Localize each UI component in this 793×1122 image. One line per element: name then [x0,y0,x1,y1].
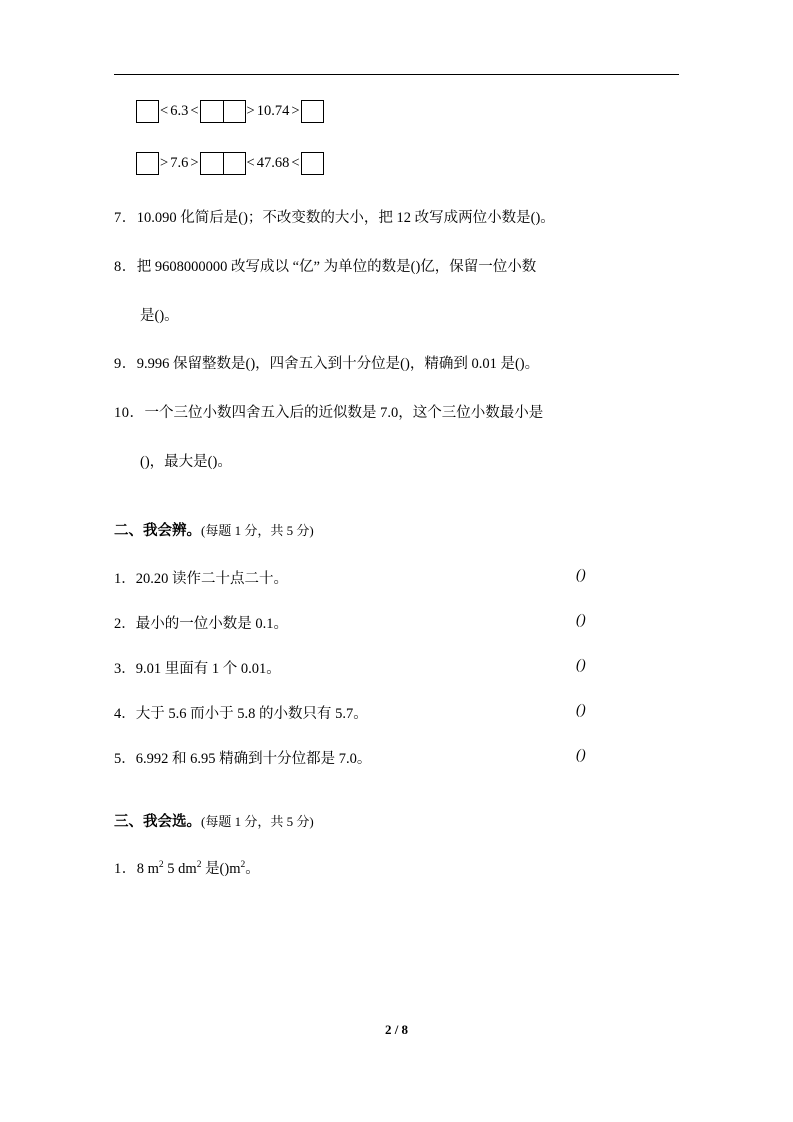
choice-1-sup-2: 2 [196,859,202,870]
question-10-text: 一个三位小数四舍五入后的近似数是 7.0，这个三位小数最小是 [144,405,544,421]
choice-item-1 [114,858,684,881]
tf-1-text: 20.20 读作二十点二十。 [135,570,288,587]
spacer-3 [114,501,684,519]
header-rule [114,74,679,75]
true-false-item-1 [114,567,684,585]
tf-3-answer-blank[interactable]: () [576,656,586,673]
choice-1-pre: 8 m [136,860,159,877]
choice-1-mid: 5 dm [163,860,197,877]
tf-1-number: 1． [114,570,136,587]
choice-1-sup-3: 2 [240,859,246,870]
choice-1-end: 。 [245,860,260,877]
operator-less-than-4: < [291,154,300,171]
spacer-4 [114,792,684,810]
operator-less-than-2: < [190,102,199,119]
operator-less-than: < [160,102,169,119]
spacer-2 [114,182,684,208]
tf-2-answer-blank[interactable]: () [576,611,586,628]
answer-box[interactable] [136,100,159,123]
question-9 [114,354,684,376]
blank-box-row-2 [136,144,684,182]
question-10-continued-text: ()，最大是()。 [140,453,232,470]
question-8-text: 把 9608000000 改写成以 “亿” 为单位的数是()亿，保留一位小数 [136,258,537,275]
operator-greater-than-3: > [160,154,169,171]
section-heading-choice [114,810,684,831]
page-number: 2 / 8 [384,1022,409,1037]
question-10-number: 10． [114,405,145,421]
tf-3-number: 3． [114,660,136,677]
answer-box-3[interactable] [136,152,159,175]
question-8-continued-text: 是()。 [140,307,179,324]
operator-greater-than-4: > [190,154,199,171]
choice-1-sup-1: 2 [158,859,164,870]
true-false-item-5 [114,747,684,765]
true-false-item-4 [114,702,684,720]
tf-5-text: 6.992 和 6.95 精确到十分位都是 7.0。 [135,750,372,767]
question-7-number: 7． [114,210,137,226]
section-two-note: (每题 1 分，共 5 分) [201,522,314,538]
section-three-note: (每题 1 分，共 5 分) [201,813,314,829]
tf-4-text: 大于 5.6 而小于 5.8 的小数只有 5.7。 [135,705,368,722]
question-7-text: 10.090 化简后是()；不改变数的大小，把 12 改写成两位小数是()。 [136,210,555,226]
question-8-number: 8． [114,258,137,275]
question-9-text: 9.996 保留整数是()，四舍五入到十分位是()，精确到 0.01 是()。 [136,356,540,373]
operator-greater-than-2: > [291,102,300,119]
tf-3-text: 9.01 里面有 1 个 0.01。 [135,660,281,677]
tf-5-number: 5． [114,750,136,767]
question-8-continued [140,306,684,328]
answer-box-double[interactable] [200,100,246,123]
question-9-number: 9． [114,356,137,373]
question-8 [114,257,684,279]
spacer [114,130,684,144]
value-10-74: 10.74 [256,102,290,119]
tf-4-answer-blank[interactable]: () [576,701,586,718]
answer-box-4[interactable] [301,152,324,175]
question-10-continued [140,452,684,474]
value-7-6: 7.6 [170,154,189,171]
question-7 [114,208,684,230]
true-false-item-3 [114,657,684,675]
value-6-3: 6.3 [170,102,189,119]
tf-4-number: 4． [114,705,136,722]
answer-box-double-2[interactable] [200,152,246,175]
section-heading-true-false [114,519,684,540]
operator-less-than-3: < [246,154,255,171]
choice-1-mid2: 是()m [201,860,241,877]
tf-2-text: 最小的一位小数是 0.1。 [135,615,288,632]
tf-1-answer-blank[interactable]: () [576,566,586,583]
operator-greater-than: > [246,102,255,119]
tf-5-answer-blank[interactable]: () [576,746,586,763]
choice-1-number: 1． [114,860,137,877]
page-content [114,92,684,907]
true-false-item-2 [114,612,684,630]
answer-box-2[interactable] [301,100,324,123]
value-47-68: 47.68 [256,154,290,171]
question-10 [114,403,684,425]
section-two-title: 二、我会辨。 [114,522,201,539]
blank-box-row-1 [136,92,684,130]
tf-2-number: 2． [114,615,136,632]
section-three-title: 三、我会选。 [114,813,201,830]
